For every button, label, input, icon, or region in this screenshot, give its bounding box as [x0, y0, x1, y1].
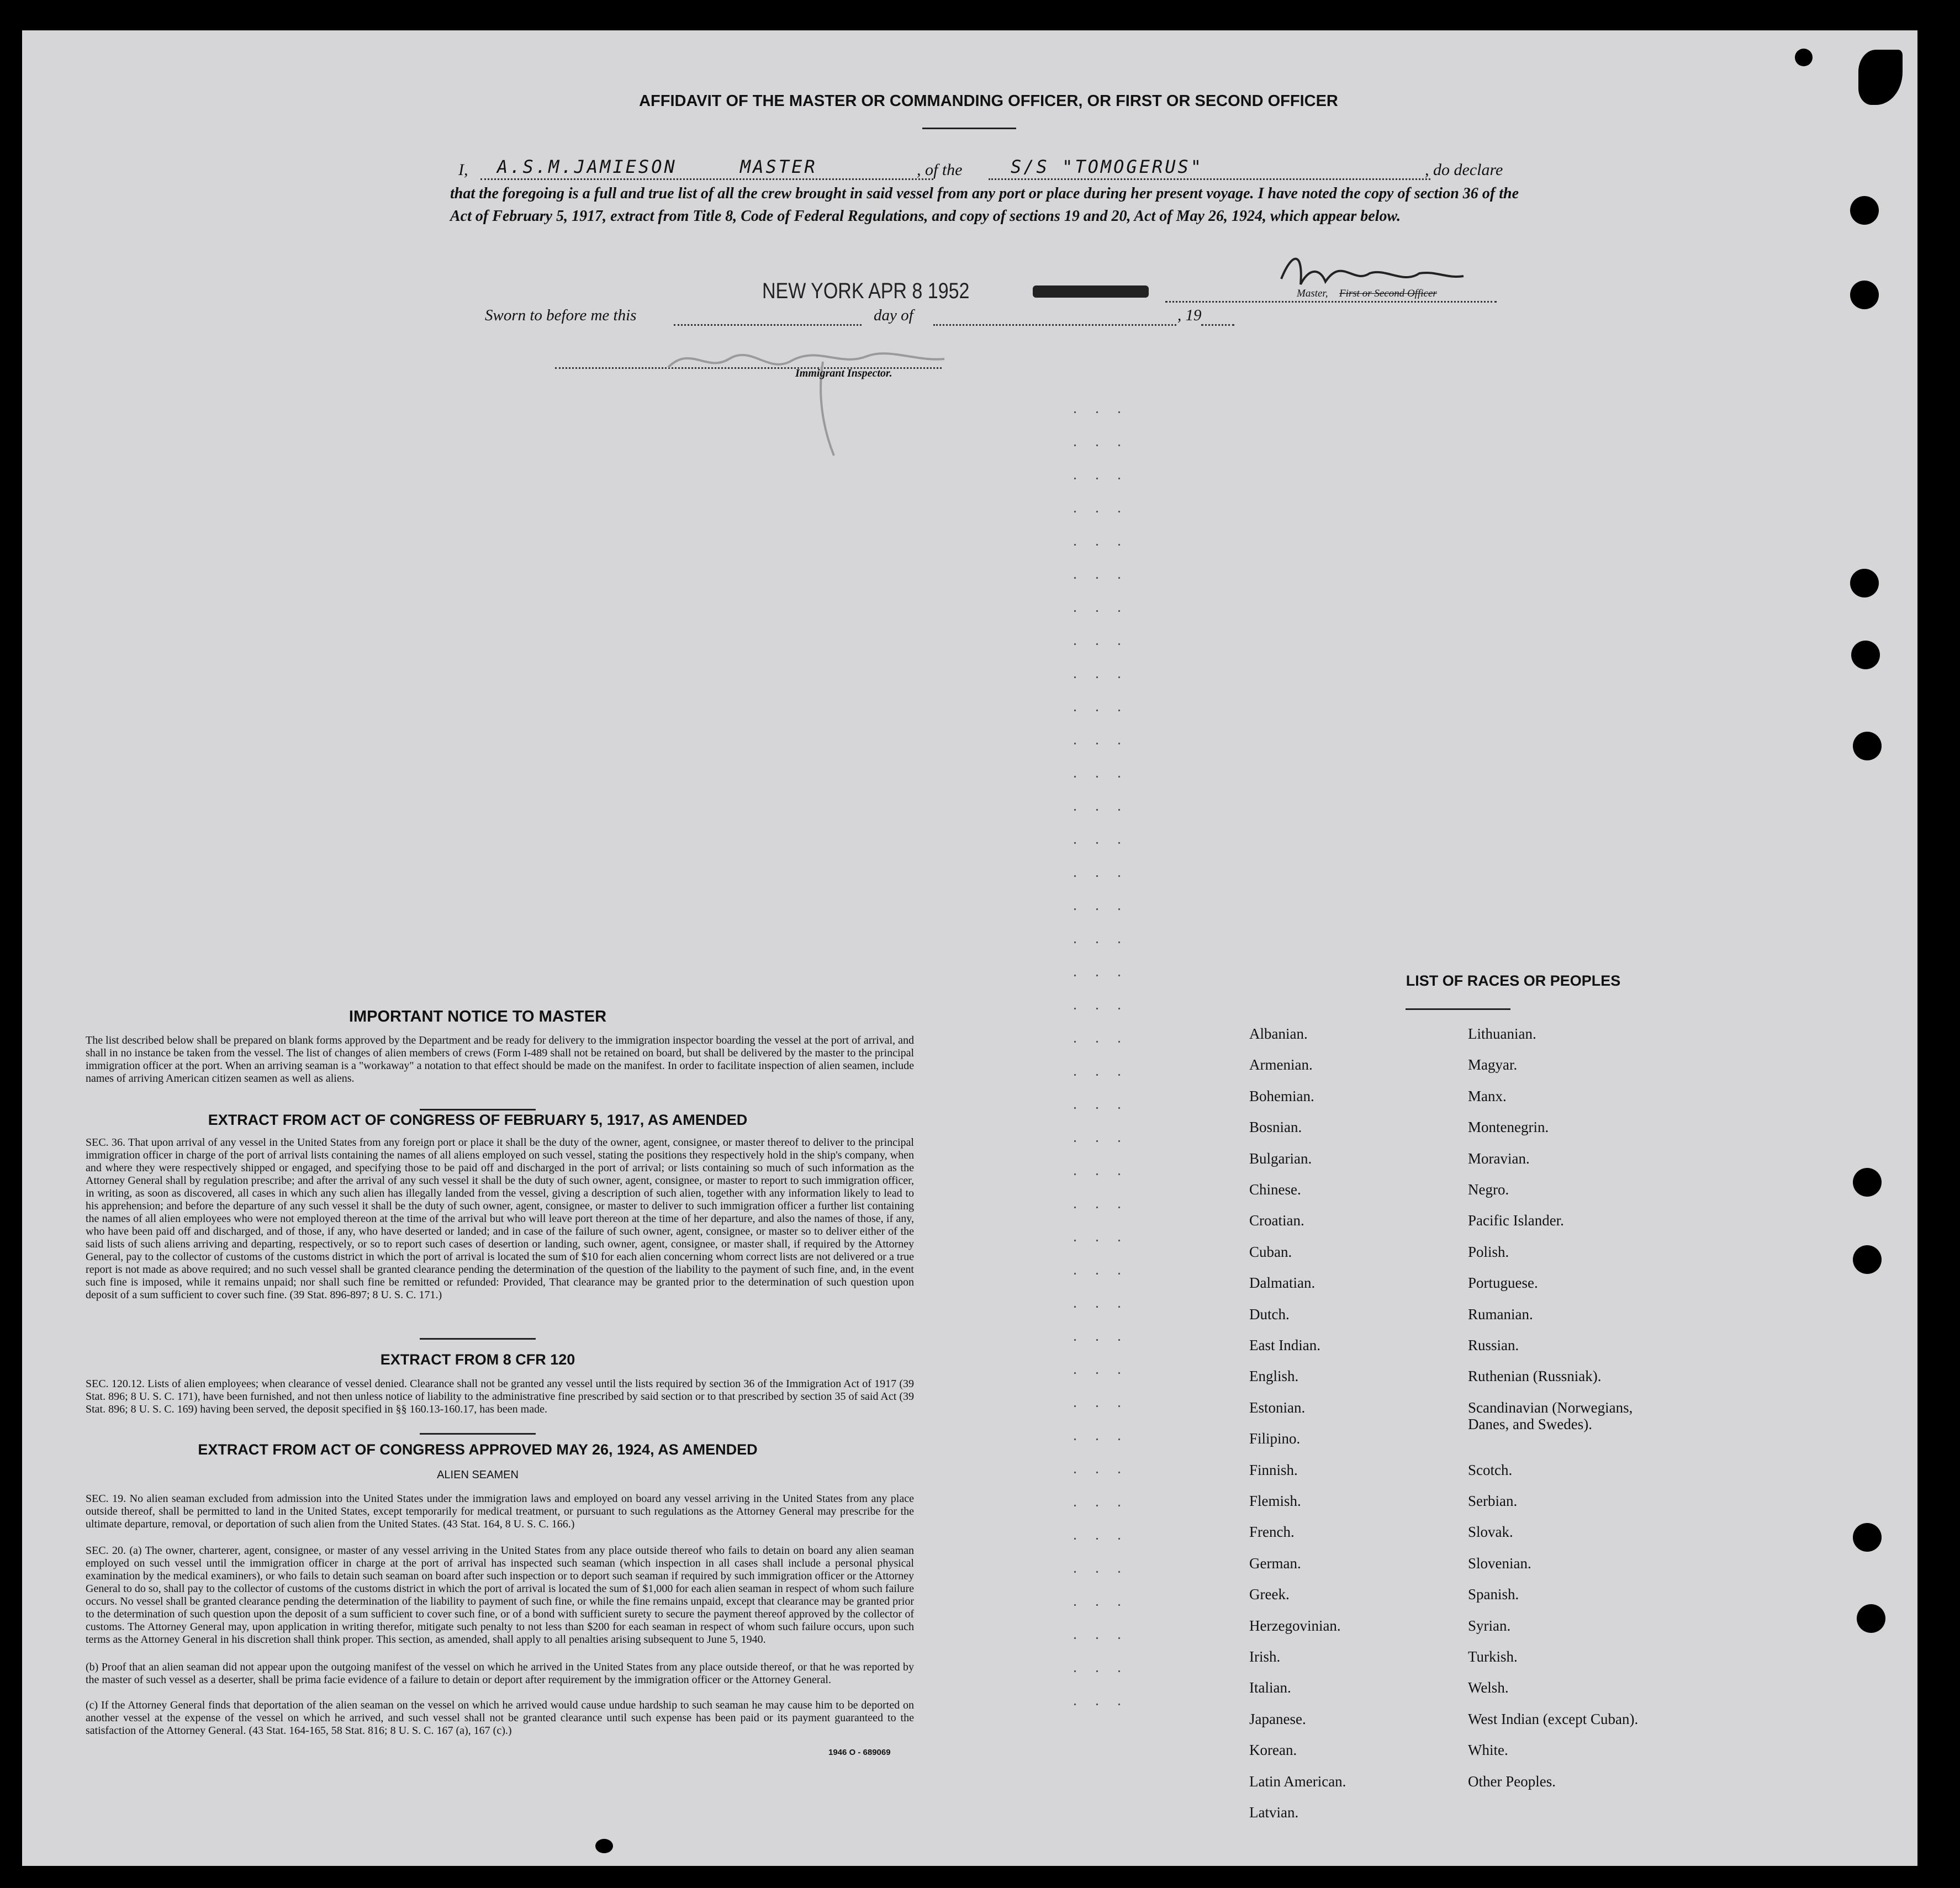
faint-dot — [1096, 1637, 1098, 1639]
faint-dot — [1118, 1472, 1120, 1473]
vessel-name: S/S "TOMOGERUS" — [1011, 156, 1203, 177]
race-item: Polish. — [1468, 1243, 1509, 1260]
race-item: Lithuanian. — [1468, 1025, 1536, 1042]
declaration-i: I, — [458, 161, 468, 179]
faint-dot — [1118, 1670, 1120, 1672]
do-declare-label: , do declare — [1425, 161, 1503, 179]
faint-dot — [1118, 1273, 1120, 1274]
faint-dot — [1096, 1008, 1098, 1009]
faint-dot — [1096, 511, 1098, 512]
faint-dot — [1074, 1637, 1076, 1639]
faint-dot — [1074, 710, 1076, 711]
faint-dot — [1118, 908, 1120, 910]
faint-dot — [1074, 776, 1076, 778]
alien-seamen-subtitle: ALIEN SEAMEN — [437, 1469, 519, 1481]
extract-cfr-title: EXTRACT FROM 8 CFR 120 — [380, 1351, 575, 1368]
sworn-day-line — [674, 324, 862, 326]
race-item: East Indian. — [1249, 1337, 1320, 1353]
faint-dot — [1074, 1140, 1076, 1142]
race-item: Albanian. — [1249, 1025, 1308, 1042]
race-item: Dalmatian. — [1249, 1274, 1316, 1292]
extract-cfr-body: SEC. 120.12. Lists of alien employees; when clearance of vessel denied. Clearance shall not be granted any vessel until the lists required by section 36 of the Immigration Act of 1917 (39 Stat. 896; 8 U. S. C. 171), have been furnished, and not then unless notice of liability to the administrative fine prescribed by said section or to that prescribed by section 35 of said Act (39 Stat. 896; 8 U. S. C. 169) having been served, the deposit specified in §§ 160.13-160.17, has been made. — [86, 1378, 914, 1415]
document-page — [22, 30, 1917, 1866]
faint-dot — [1096, 610, 1098, 612]
race-item: Latin American. — [1249, 1773, 1346, 1790]
punch-hole — [1853, 732, 1882, 760]
race-item: Moravian. — [1468, 1150, 1530, 1167]
faint-dot — [1096, 1405, 1098, 1407]
race-item: Portuguese. — [1468, 1274, 1538, 1292]
faint-dot — [1074, 1008, 1076, 1009]
faint-dot — [1074, 610, 1076, 612]
faint-dot — [1118, 809, 1120, 811]
affidavit-title: AFFIDAVIT OF THE MASTER OR COMMANDING OFFICER, OR FIRST OR SECOND OFFICER — [639, 92, 1338, 110]
punch-hole — [1853, 1523, 1882, 1552]
faint-dot — [1118, 1505, 1120, 1506]
notice-rule — [420, 1109, 536, 1110]
faint-dot — [1074, 908, 1076, 910]
race-item: Turkish. — [1468, 1648, 1518, 1665]
race-item: Irish. — [1249, 1648, 1281, 1665]
faint-dot — [1118, 445, 1120, 446]
print-code: 1946 O - 689069 — [828, 1748, 891, 1757]
race-item: English. — [1249, 1368, 1299, 1385]
race-item: Bohemian. — [1249, 1087, 1314, 1104]
faint-dot — [1118, 1140, 1120, 1142]
faint-dot — [1074, 411, 1076, 413]
faint-dot — [1096, 411, 1098, 413]
faint-dot — [1096, 1140, 1098, 1142]
race-item: Pacific Islander. — [1468, 1212, 1564, 1229]
faint-dot — [1074, 511, 1076, 512]
faint-dot — [1118, 1074, 1120, 1076]
sec20c-text: (c) If the Attorney General finds that deportation of the alien seaman on the vessel on which he arrived would cause undue hardship to such seaman he may cause him to be deported on another vessel at the expense of the vessel on which he arrived, and such vessel shall not be granted clearance until such expense has been paid or its payment guaranteed to the satisfaction of the Attorney General. (43 Stat. 164-165, 58 Stat. 816; 8 U. S. C. 167 (a), 167 (c).) — [86, 1699, 914, 1737]
race-item: Bosnian. — [1249, 1119, 1302, 1136]
race-item: West Indian (except Cuban). — [1468, 1710, 1639, 1727]
faint-dot — [1118, 676, 1120, 678]
race-item: Scotch. — [1468, 1461, 1513, 1478]
race-item: Flemish. — [1249, 1493, 1301, 1509]
faint-dot — [1118, 1439, 1120, 1440]
faint-dot — [1074, 975, 1076, 976]
faint-dot — [1096, 1273, 1098, 1274]
faint-dot — [1118, 643, 1120, 645]
sworn-month-line — [933, 324, 1176, 326]
faint-dot — [1118, 1372, 1120, 1374]
race-item: White. — [1468, 1742, 1508, 1759]
faint-dot — [1096, 1173, 1098, 1175]
races-rule — [1406, 1008, 1510, 1010]
race-item: Finnish. — [1249, 1461, 1298, 1478]
faint-dot — [1096, 842, 1098, 844]
faint-dot — [1074, 1207, 1076, 1208]
faint-dot — [1074, 743, 1076, 744]
faint-dot — [1096, 1207, 1098, 1208]
bottom-mark — [595, 1839, 613, 1853]
race-item: Slovenian. — [1468, 1554, 1531, 1572]
struck-officer-caption: First or Second Officer — [1339, 288, 1437, 299]
race-item: Korean. — [1249, 1742, 1297, 1759]
notice-body: The list described below shall be prepared on blank forms approved by the Department and be ready for delivery to the immigration inspector boarding the vessel at the port of arrival, and shall in no instance be taken from the vessel. The list of changes of alien members of crews (Form I-489 shall not be retained on board, but shall be delivered by the master to the principal immigration officer at the port. When an arriving seaman is a "workaway" a notation to that effect should be made on the manifest. In order to facilitate inspection of alien seamen, include names of arriving American citizen seamen as well as aliens. — [86, 1034, 914, 1085]
faint-dot — [1118, 1240, 1120, 1241]
faint-dot — [1096, 975, 1098, 976]
vessel-line — [989, 178, 1430, 180]
faint-dot — [1074, 1041, 1076, 1043]
faint-dot — [1096, 1505, 1098, 1506]
punch-hole — [1857, 1604, 1885, 1633]
faint-dot — [1096, 908, 1098, 910]
faint-dot — [1074, 1571, 1076, 1573]
faint-dot — [1118, 842, 1120, 844]
race-item: Chinese. — [1249, 1181, 1301, 1198]
faint-dot — [1074, 1107, 1076, 1109]
faint-dot — [1096, 1306, 1098, 1308]
master-rank: MASTER — [740, 156, 817, 177]
faint-dot — [1096, 710, 1098, 711]
faint-dot — [1118, 1008, 1120, 1009]
faint-dot — [1118, 544, 1120, 546]
faint-dot — [1118, 1637, 1120, 1639]
name-line — [480, 178, 933, 180]
faint-dot — [1074, 478, 1076, 479]
faint-dot — [1074, 676, 1076, 678]
faint-dot — [1074, 577, 1076, 579]
punch-hole — [1850, 281, 1879, 309]
faint-dot — [1074, 809, 1076, 811]
faint-dot — [1074, 445, 1076, 446]
extract-1924-title: EXTRACT FROM ACT OF CONGRESS APPROVED MAY 26, 1924, AS AMENDED — [198, 1441, 758, 1458]
faint-dot — [1096, 1538, 1098, 1540]
faint-dot — [1096, 1604, 1098, 1606]
race-item: Rumanian. — [1468, 1305, 1533, 1323]
faint-dot — [1096, 776, 1098, 778]
of-the-label: , of the — [917, 161, 963, 179]
faint-dot — [1096, 577, 1098, 579]
faint-dot — [1096, 809, 1098, 811]
race-item: Estonian. — [1249, 1399, 1306, 1416]
race-item: Negro. — [1468, 1181, 1509, 1198]
faint-dot — [1096, 478, 1098, 479]
faint-dot — [1096, 643, 1098, 645]
faint-dot — [1118, 577, 1120, 579]
race-item: Slovak. — [1468, 1524, 1513, 1541]
inspector-caption: Immigrant Inspector. — [795, 367, 892, 379]
race-item: Dutch. — [1249, 1305, 1290, 1323]
faint-dot — [1118, 1207, 1120, 1208]
faint-dot — [1074, 1372, 1076, 1374]
faint-dot — [1118, 1604, 1120, 1606]
race-item: Scandinavian (Norwegians, Danes, and Swedes). — [1468, 1399, 1633, 1432]
faint-dot — [1118, 1538, 1120, 1540]
race-item: Bulgarian. — [1249, 1150, 1312, 1167]
faint-dot — [1118, 710, 1120, 711]
faint-dot — [1118, 1339, 1120, 1341]
race-item: Croatian. — [1249, 1212, 1304, 1229]
faint-dot — [1096, 1074, 1098, 1076]
punch-hole — [1850, 569, 1879, 597]
faint-dot — [1096, 445, 1098, 446]
race-item: Armenian. — [1249, 1056, 1313, 1073]
faint-dot — [1074, 1439, 1076, 1440]
faint-dot — [1096, 942, 1098, 943]
faint-dot — [1074, 643, 1076, 645]
faint-dot — [1118, 1041, 1120, 1043]
faint-dot — [1074, 1306, 1076, 1308]
faint-dot — [1096, 1704, 1098, 1705]
corner-tear — [1795, 49, 1813, 66]
title-rule — [922, 128, 1016, 129]
races-title: LIST OF RACES OR PEOPLES — [1406, 972, 1621, 989]
faint-dot — [1118, 942, 1120, 943]
punch-hole — [1851, 641, 1880, 669]
faint-dot — [1096, 1339, 1098, 1341]
extract-cfr-rule — [420, 1433, 536, 1435]
faint-dot — [1074, 1074, 1076, 1076]
faint-dot — [1074, 875, 1076, 877]
extract-1917-body: SEC. 36. That upon arrival of any vessel in the United States from any foreign port or place it shall be the duty of the owner, agent, consignee, or master thereof to deliver to the principal immigration officer in charge of the port of arrival lists containing the names of all aliens employed on such vessel, stating the positions they respectively hold in the ship's company, when and where they were respectively shipped or engaged, and specifying those to be paid off and discharged in the port of arrival; or lists containing so much of such information as the Attorney General shall by regulation prescribe; and after the arrival of any such vessel it shall be the duty of such owner, agent, consignee, or master to report to such immigration officer, in writing, as soon as discovered, all cases in which any such alien has illegally landed from the vessel, giving a description of such alien, together with any information likely to lead to his apprehension; and before the departure of any such vessel it shall be the duty of such owner, agent, consignee, or master to deliver to such immigration officer a further list containing the names of all alien employees who were not employed thereon at the time of the arrival but who will leave port thereon at the time of her departure, and also the names of those, if any, who have been paid off and discharged, and of those, if any, who have deserted or landed; and in case of the failure of such owner, agent, consignee, or master so to deliver either of the said lists of such aliens arriving and departing, respectively, or so to report such cases of desertion or landing, such owner, agent, consignee, or master shall, if required by the Attorney General, pay to the collector of customs of the customs district in which the port of arrival is located the sum of $10 for each alien concerning whom correct lists are not delivered or a true report is not made as above required; and no such vessel shall be granted clearance pending the determination of the question of the liability to the payment of such fine, and, in the event such fine is imposed, while it remains unpaid; nor shall such fine be remitted or refunded: Provided, That clearance may be granted prior to the determination of such question upon deposit of a sum sufficient to cover such fine. (39 Stat. 896-897; 8 U. S. C. 171.) — [86, 1136, 914, 1301]
faint-dot — [1118, 511, 1120, 512]
faint-dot — [1118, 478, 1120, 479]
faint-dot — [1118, 743, 1120, 744]
faint-dot — [1096, 676, 1098, 678]
faint-dot — [1096, 1372, 1098, 1374]
faint-dot — [1118, 1107, 1120, 1109]
sworn-year-line — [1201, 324, 1234, 326]
faint-dot — [1118, 411, 1120, 413]
faint-dot — [1096, 1472, 1098, 1473]
faint-dot — [1118, 1173, 1120, 1175]
race-item: Magyar. — [1468, 1056, 1518, 1073]
faint-dot — [1074, 1472, 1076, 1473]
race-item: German. — [1249, 1554, 1301, 1572]
stamp-smudge — [1033, 285, 1149, 298]
faint-dot — [1096, 1041, 1098, 1043]
faint-dot — [1074, 1505, 1076, 1506]
race-item: Ruthenian (Russniak). — [1468, 1368, 1602, 1385]
race-item: Montenegrin. — [1468, 1119, 1549, 1136]
faint-dot — [1074, 1604, 1076, 1606]
faint-dot — [1118, 1704, 1120, 1705]
faint-dot — [1074, 942, 1076, 943]
race-item: Russian. — [1468, 1337, 1519, 1353]
faint-dot — [1074, 1339, 1076, 1341]
race-item: Manx. — [1468, 1087, 1507, 1104]
faint-dot — [1074, 1704, 1076, 1705]
day-of-label: day of — [874, 306, 913, 324]
extract-1917-rule — [420, 1338, 536, 1340]
race-item: Italian. — [1249, 1679, 1291, 1696]
faint-dot — [1074, 1240, 1076, 1241]
faint-dot — [1118, 1571, 1120, 1573]
race-item: Other Peoples. — [1468, 1773, 1556, 1790]
race-item: Welsh. — [1468, 1679, 1509, 1696]
punch-hole — [1850, 196, 1879, 225]
faint-dot — [1096, 1240, 1098, 1241]
race-item: French. — [1249, 1524, 1295, 1541]
faint-dot — [1096, 544, 1098, 546]
sec19-text: SEC. 19. No alien seaman excluded from admission into the United States under the immigration laws and employed on board any vessel arriving in the United States from any place outside thereof, shall be permitted to land in the United States, except temporarily for medical treatment, or pursuant to such regulations as the Attorney General may prescribe for the ultimate departure, removal, or deportation of such alien from the United States. (43 Stat. 164, 8 U. S. C. 166.) — [86, 1493, 914, 1530]
faint-dot — [1096, 1107, 1098, 1109]
faint-dot — [1096, 1670, 1098, 1672]
race-item: Latvian. — [1249, 1804, 1299, 1821]
date-stamp: NEW YORK APR 8 1952 — [762, 279, 970, 303]
faint-dot — [1118, 875, 1120, 877]
faint-dot — [1118, 1405, 1120, 1407]
faint-dot — [1118, 975, 1120, 976]
race-item: Herzegovinian. — [1249, 1617, 1341, 1634]
master-name: A.S.M.JAMIESON — [497, 156, 677, 177]
faint-dot — [1074, 1405, 1076, 1407]
faint-dot — [1096, 1439, 1098, 1440]
inspector-signature — [657, 329, 966, 461]
faint-dot — [1096, 743, 1098, 744]
master-caption: Master, — [1297, 288, 1328, 299]
punch-hole — [1853, 1245, 1882, 1274]
faint-dot — [1118, 610, 1120, 612]
race-item: Japanese. — [1249, 1710, 1306, 1727]
race-item: Spanish. — [1468, 1586, 1519, 1603]
punch-hole — [1853, 1168, 1882, 1197]
sworn-label: Sworn to before me this — [485, 306, 637, 324]
race-item: Serbian. — [1468, 1493, 1518, 1509]
faint-dot — [1074, 544, 1076, 546]
race-item: Filipino. — [1249, 1430, 1301, 1447]
faint-dot — [1074, 1538, 1076, 1540]
sec20b-text: (b) Proof that an alien seaman did not appear upon the outgoing manifest of the vessel on which he arrived in the United States from any place outside thereof, or that he was reported by the master of such vessel as a deserter, shall be prima facie evidence of a failure to detain or deport after requirement by the immigration officer or the Attorney General. — [86, 1661, 914, 1686]
faint-dot — [1074, 1670, 1076, 1672]
year-label: , 19 — [1177, 306, 1202, 324]
race-item: Greek. — [1249, 1586, 1290, 1603]
sec20a-text: SEC. 20. (a) The owner, charterer, agent, consignee, or master of any vessel arriving in the United States from any place outside thereof who fails to detain on board any alien seaman employed on such vessel until the immigration officer in charge at the port of arrival has inspected such seaman (which inspection in all cases shall include a personal physical examination by the medical examiners), or who fails to detain such seaman on board after such inspection or to deport such seaman if required by such immigration officer or the Attorney General to do so, shall pay to the collector of customs of the customs district in which the port of arrival is located the sum of $1,000 for each alien seaman in respect of whom such failure occurs. No vessel shall be granted clearance pending the determination of the liability to payment of such fine, or while the fine remains unpaid, except that clearance may be granted prior to the determination of such question upon the deposit of a sum sufficient to cover such fine, or of a bond with sufficient surety to secure the payment thereof approved by the collector of customs. The Attorney General may, upon application in writing therefor, mitigate such penalty to not less than $200 for each seaman in respect of whom such failure occurs, upon such terms as the Attorney General in his discretion shall think proper. This section, as amended, shall apply to all penalties arising subsequent to June 5, 1940. — [86, 1545, 914, 1646]
declaration-body: that the foregoing is a full and true list of all the crew brought in said vessel from any port or place during her present voyage. I have noted the copy of section 36 of the Act of February 5, 1917, extract from Title 8, Code of Federal Regulations, and copy of sections 19 and 20, Act of May 26, 1924, which appear below. — [450, 185, 1519, 225]
race-item: Syrian. — [1468, 1617, 1511, 1634]
faint-dot — [1118, 776, 1120, 778]
faint-dot — [1096, 875, 1098, 877]
faint-dot — [1074, 1273, 1076, 1274]
faint-dot — [1118, 1306, 1120, 1308]
extract-1917-title: EXTRACT FROM ACT OF CONGRESS OF FEBRUARY 5, 1917, AS AMENDED — [208, 1112, 748, 1128]
faint-dot — [1074, 842, 1076, 844]
race-item: Cuban. — [1249, 1243, 1292, 1260]
notice-title: IMPORTANT NOTICE TO MASTER — [348, 1008, 607, 1025]
faint-dot — [1074, 1173, 1076, 1175]
faint-dot — [1096, 1571, 1098, 1573]
